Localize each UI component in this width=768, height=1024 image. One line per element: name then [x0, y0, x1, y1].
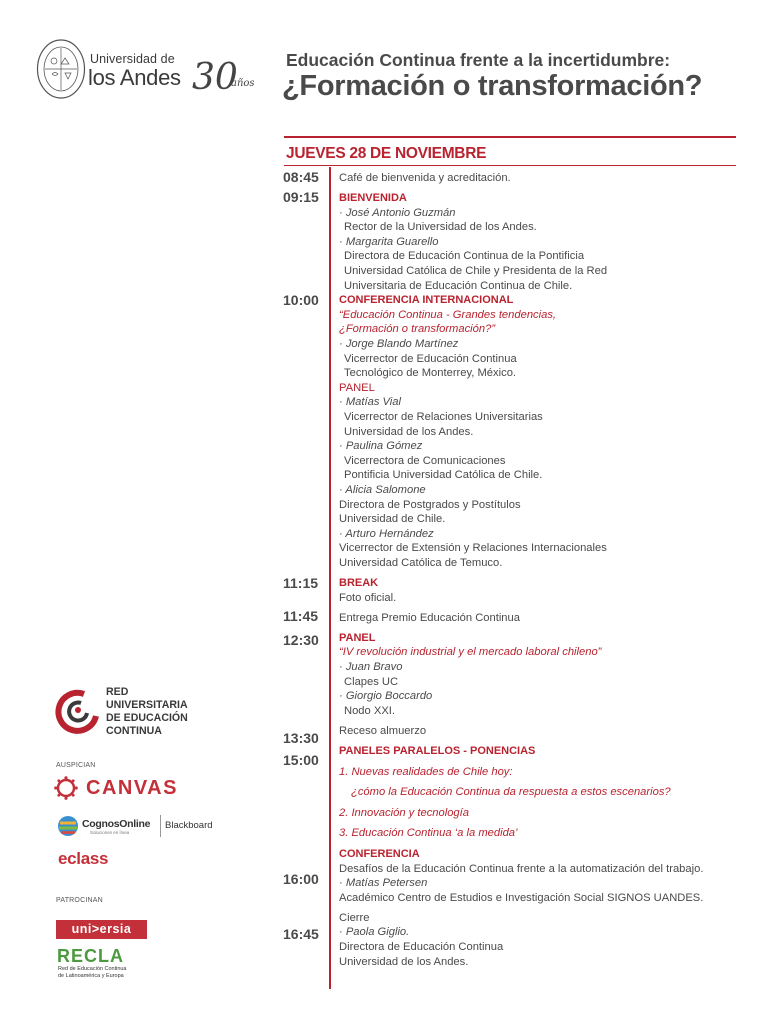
speaker-role: Directora de Postgrados y Postítulos	[339, 498, 521, 511]
program-line: Café de bienvenida y acreditación.	[339, 172, 511, 184]
speaker-name: · José Antonio Guzmán	[339, 206, 456, 219]
red-logo-text: DE EDUCACIÓN	[106, 712, 188, 724]
red-logo-text: CONTINUA	[106, 725, 162, 737]
speaker-role: Pontificia Universidad Católica de Chile.	[344, 469, 543, 482]
speaker-name: · Matías Vial	[339, 396, 401, 409]
time-label: 09:15	[283, 189, 319, 205]
speaker-role: Clapes UC	[344, 675, 399, 688]
speaker-role: Académico Centro de Estudios e Investigación Social SIGNOS UANDES.	[339, 891, 704, 904]
speaker-name: · Paola Giglio.	[339, 926, 410, 939]
parallel-panel-item: 2. Innovación y tecnología	[339, 806, 469, 819]
speaker-name: · Arturo Hernández	[339, 527, 434, 540]
red-logo-text: RED	[106, 686, 129, 698]
time-label: 16:45	[283, 926, 319, 942]
speaker-role: Universidad de los Andes.	[339, 955, 469, 968]
cognos-logo-subtitle: Soluciones en línea	[90, 830, 130, 835]
speaker-name: · Giorgio Boccardo	[339, 690, 433, 703]
speaker-role: Universidad Católica de Temuco.	[339, 556, 503, 569]
speaker-name: · Matías Petersen	[339, 877, 428, 890]
time-label: 16:00	[283, 871, 319, 887]
speaker-role: Nodo XXI.	[344, 704, 395, 717]
anniversary-suffix: años	[231, 78, 255, 89]
session-topic: ¿Formación o transformación?”	[339, 323, 496, 336]
speaker-role: Vicerrector de Relaciones Universitarias	[344, 411, 543, 423]
program-line: Cierre	[339, 911, 370, 924]
parallel-panel-item: ¿cómo la Educación Continua da respuesta a estos escenarios?	[351, 786, 671, 799]
time-label: 11:45	[283, 608, 319, 624]
program-line: Entrega Premio Educación Continua	[339, 611, 520, 624]
parallel-panel-item: 1. Nuevas realidades de Chile hoy:	[339, 765, 513, 778]
speaker-role: Vicerrector de Educación Continua	[344, 352, 517, 365]
logo-divider	[160, 815, 161, 837]
event-title: Educación Continua frente a la incertidumbre:	[286, 50, 671, 70]
speaker-role: Universitaria de Educación Continua de Chile.	[344, 279, 573, 292]
time-label: 11:15	[283, 575, 319, 591]
speaker-role: Rector de la Universidad de los Andes.	[344, 221, 537, 234]
speaker-role: Tecnológico de Monterrey, México.	[344, 367, 517, 380]
patrocinan-label: PATROCINAN	[56, 897, 103, 904]
time-label: 10:00	[283, 292, 319, 308]
speaker-role: Directora de Educación Continua	[339, 941, 504, 953]
anniversary-number: 30	[192, 57, 238, 98]
university-seal-icon	[36, 38, 86, 100]
canvas-logo-text: CANVAS	[86, 777, 178, 799]
red-logo-text: UNIVERSITARIA	[106, 699, 188, 711]
event-subtitle: ¿Formación o transformación?	[282, 70, 703, 102]
cognos-logo-text: CognosOnline	[82, 818, 151, 830]
speaker-role: Vicerrector de Extensión y Relaciones Internacionales	[339, 542, 607, 555]
auspician-label: AUSPICIAN	[56, 762, 96, 769]
session-heading: PANEL	[339, 381, 375, 394]
session-heading: PANELES PARALELOS - PONENCIAS	[339, 744, 536, 757]
session-topic: “Educación Continua - Grandes tendencias,	[339, 308, 557, 321]
time-label: 15:00	[283, 752, 319, 768]
speaker-name: · Margarita Guarello	[339, 235, 439, 248]
speaker-role: Directora de Educación Continua de la Pontificia	[344, 250, 585, 263]
universia-logo-text: uni>ersia	[71, 922, 132, 936]
session-heading: CONFERENCIA INTERNACIONAL	[339, 294, 514, 307]
parallel-panel-item: 3. Educación Continua ‘a la medida’	[339, 827, 518, 840]
recla-logo-text: RECLA	[57, 946, 124, 966]
university-name-line2: los Andes	[88, 65, 181, 90]
speaker-name: · Jorge Blando Martínez	[339, 338, 459, 351]
session-heading: BIENVENIDA	[339, 192, 407, 205]
time-label: 13:30	[283, 730, 319, 746]
day-divider-top	[284, 136, 736, 138]
session-heading: BREAK	[339, 577, 379, 590]
speaker-name: · Alicia Salomone	[339, 483, 426, 496]
speaker-role: Universidad de los Andes.	[344, 425, 474, 438]
session-topic: “IV revolución industrial y el mercado laboral chileno”	[339, 646, 602, 659]
speaker-role: Universidad de Chile.	[339, 513, 446, 526]
session-heading: PANEL	[339, 631, 376, 644]
day-label: JUEVES 28 DE NOVIEMBRE	[286, 145, 487, 162]
day-divider-bottom	[284, 165, 736, 166]
recla-logo-subtitle: de Latinoamérica y Europa	[58, 973, 124, 979]
speaker-role: Vicerrectora de Comunicaciones	[344, 454, 506, 467]
time-label: 12:30	[283, 632, 319, 648]
blackboard-logo-text: Blackboard	[165, 820, 213, 831]
program-list	[339, 171, 759, 969]
speaker-name: · Paulina Gómez	[339, 440, 423, 453]
recla-logo-subtitle: Red de Educación Continua	[58, 966, 127, 972]
canvas-logo-icon	[54, 776, 78, 800]
session-heading: CONFERENCIA	[339, 847, 420, 860]
program-line: Desafíos de la Educación Continua frente a la automatización del trabajo.	[339, 862, 704, 875]
speaker-role: Universidad Católica de Chile y Presidenta de la Red	[344, 265, 608, 278]
program-line: Receso almuerzo	[339, 724, 427, 737]
cognos-logo-icon	[57, 815, 79, 837]
timeline-line	[329, 167, 331, 989]
red-universitaria-logo-icon	[54, 686, 102, 734]
speaker-name: · Juan Bravo	[339, 661, 403, 673]
program-line: Foto oficial.	[339, 591, 397, 604]
time-label: 08:45	[283, 169, 319, 185]
university-name-line1: Universidad de	[90, 52, 175, 66]
eclass-logo-text: eclass	[58, 849, 109, 868]
